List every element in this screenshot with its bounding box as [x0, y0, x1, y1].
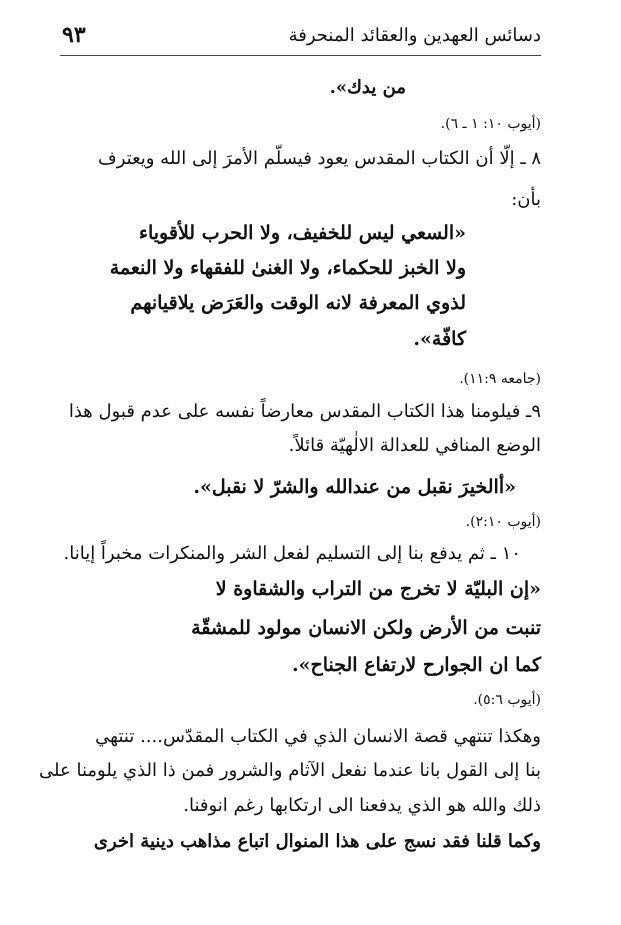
quote-line: كافّة».: [413, 328, 466, 350]
text-line: ذلك والله هو الذي يدفعنا الى ارتكابها رغم انوفنا.: [183, 795, 541, 816]
quote-line: لذوي المعرفة لانه الوقت والعَرَض يلاقيانهم: [130, 292, 466, 314]
quote-line: كما ان الجوارح لارتفاع الجناح».: [291, 654, 541, 676]
quote-line: ولا الخبز للحكماء، ولا الغنىٰ للفقهاء ولا النعمة: [109, 257, 466, 279]
page-number: ٩٣: [62, 22, 86, 48]
quote-line: «السعي ليس للخفيف، ولا الحرب للأقوياء: [139, 222, 466, 244]
header-rule: [60, 55, 541, 56]
text-line: بأن:: [511, 189, 541, 210]
text-line: ١٠ ـ ثم يدفع بنا إلى التسليم لفعل الشر والمنكرات مخبراً إيانا.: [63, 543, 521, 564]
quote-line: «إن البليّة لا تخرج من التراب والشقاوة لا: [215, 578, 541, 600]
running-header-title: دسائس العهدين والعقائد المنحرفة: [288, 25, 541, 46]
quote-line: تنبت من الأرض ولكن الانسان مولود للمشقّة: [191, 617, 541, 639]
text-line: بنا إلى القول بانا عندما نفعل الآثام والشرور فمن ذا الذي يلومنا على: [39, 760, 541, 781]
quote-line: من يدك».: [329, 77, 406, 98]
reference-line: (أيوب ٥:٦).: [473, 692, 541, 708]
text-line: الوضع المنافي للعدالة الالٰهيّة قائلاً.: [288, 435, 541, 456]
reference-line: (أيوب ١٠: ١ ـ ٦).: [440, 116, 541, 132]
text-line: وهكذا تنتهي قصة الانسان الذي في الكتاب المقدّس.... تنتهي: [95, 726, 541, 747]
text-line: ٩ـ فيلومنا هذا الكتاب المقدس معارضاً نفسه على عدم قبول هذا: [68, 401, 541, 422]
text-line: ٨ ـ إلّا أن الكتاب المقدس يعود فيسلّم الأمرَ إلى الله ويعترف: [98, 148, 541, 169]
quote-line: «أالخيرَ نقبل من عندالله والشرّ لا نقبل».: [193, 476, 516, 498]
reference-line: (أيوب ٢:١٠).: [465, 514, 541, 530]
reference-line: (جامعه ١١:٩).: [459, 371, 541, 387]
quote-line: وكما قلنا فقد نسج على هذا المنوال اتباع مذاهب دينية اخرى: [93, 831, 541, 852]
